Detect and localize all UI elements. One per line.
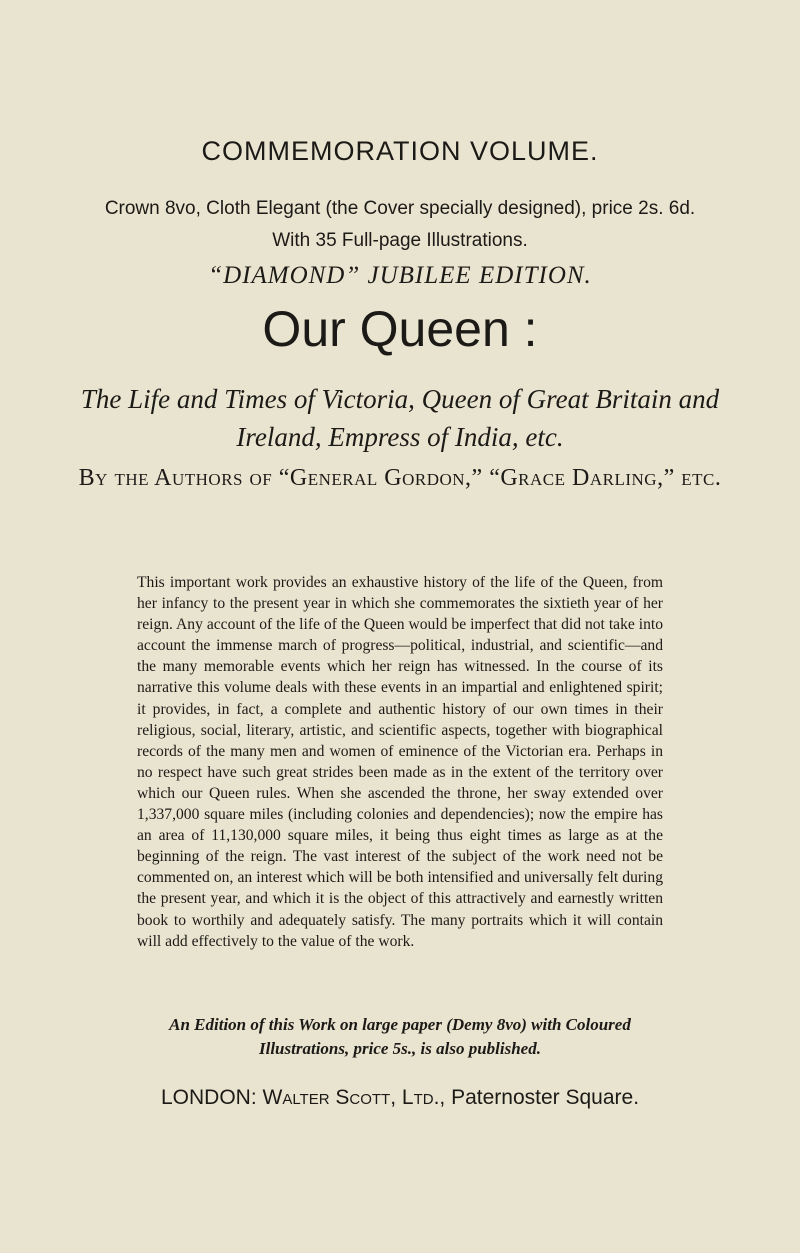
large-paper-edition-note: An Edition of this Work on large paper (Demy 8vo) with Coloured Illustrations, price 5s., is also published. [169,1015,631,1058]
format-and-price-line: Crown 8vo, Cloth Elegant (the Cover specially designed), price 2s. 6d. [104,198,696,219]
illustrations-line: With 35 Full-page Illustrations. [272,230,528,251]
imprint-address: Paternoster Square. [451,1086,640,1109]
publisher-imprint [0,1086,800,1110]
imprint-city: LONDON: [160,1086,257,1109]
book-title: Our Queen : [262,301,538,357]
page-heading: COMMEMORATION VOLUME. [201,136,599,166]
authors-byline: By the Authors of “General Gordon,” “Grace Darling,” etc. [78,465,722,491]
description-paragraph: This important work provides an exhaustive history of the life of the Queen, from her infancy to the present year in which she commemorates the sixtieth year of her reign. Any account of the life of the Queen would be imperfect that did not take into account the immense march of progress—political, industrial, and scientific—and the many memorable events which her reign has witnessed. In the course of its narrative this volume deals with these events in an impartial and enlightened spirit; it provides, in fact, a complete and authentic history of our own times in their religious, social, literary, artistic, and scientific aspects, together with biographical records of the many men and women of eminence of the Victorian era. Perhaps in no respect have such great strides been made as in the extent of the territory over which our Queen rules. When she ascended the throne, her sway extended over 1,337,000 square miles (including colonies and dependencies); now the empire has an area of 11,130,000 square miles, it being thus eight times as large as at the beginning of the reign. The vast interest of the subject of the work need not be commented on, an interest which will be both intensified and universally felt during the present year, and which it is the object of this attractively and earnestly written book to worthily and adequately satisfy. The many portraits which it will contain will add effectively to the value of the work. [137,574,663,950]
book-subtitle: The Life and Times of Victoria, Queen of Great Britain and Ireland, Empress of India, etc. [80,384,720,452]
imprint-publisher: Walter Scott, Ltd., [262,1086,446,1109]
edition-line: “DIAMOND” JUBILEE EDITION. [208,262,592,289]
